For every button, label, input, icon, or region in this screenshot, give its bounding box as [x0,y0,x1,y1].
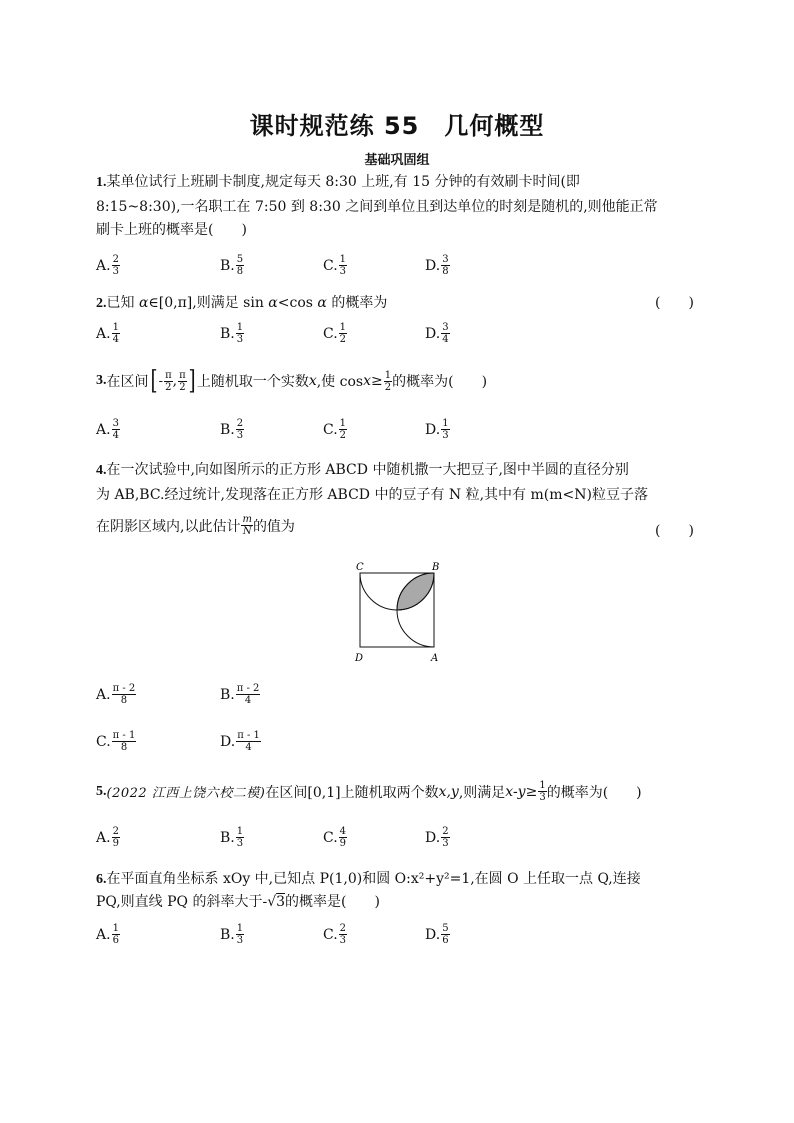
q2-option-d[interactable] [425,322,450,345]
denominator: 3 [236,935,244,946]
denominator: 8 [442,266,449,277]
option-label: B. [220,686,235,703]
denominator: N [242,526,252,537]
fraction [384,370,392,393]
q6-option-d[interactable] [425,923,450,946]
numerator: 3 [112,418,119,429]
text: 在阴影区域内,以此估计 [96,518,241,535]
numerator: 1 [339,418,347,429]
option-label: B. [220,421,235,438]
option-fraction [236,826,244,849]
denominator: 2 [339,334,347,345]
denominator: 8 [120,695,128,706]
question-1-text-1: 某单位试行上班刷卡制度,规定每天 8:30 上班,有 15 分钟的有效刷卡时间(即 [106,174,580,190]
option-fraction [112,683,137,706]
denominator: 2 [339,430,347,441]
numerator: 3 [442,254,449,265]
interval-lower [164,370,173,393]
question-3-number: 3. [96,373,107,388]
q1-option-b[interactable] [220,254,244,277]
denominator: 4 [112,430,119,441]
numerator: π - 2 [112,683,136,694]
numerator: π - 1 [112,730,136,741]
q6-option-a[interactable] [96,923,120,946]
right-bracket: ] [188,366,196,396]
denominator: 3 [339,266,347,277]
denominator: 3 [442,838,449,849]
denominator: 2 [179,381,186,393]
text: 在区间[0,1]上随机取两个数 [265,784,439,801]
option-label: D. [425,421,441,438]
text: <cos [277,295,318,311]
question-4-line-1 [96,459,629,479]
fraction [241,514,252,537]
option-label: B. [220,926,235,943]
numerator: 1 [442,418,449,429]
q4-option-d[interactable] [220,730,261,753]
ge-sign: ≥ [525,783,538,800]
question-1-number: 1. [96,175,107,190]
denominator: 4 [245,742,252,753]
q3-option-c[interactable] [323,418,347,441]
fraction [538,780,546,803]
option-fraction [112,730,137,753]
numerator: 1 [539,780,546,791]
text: 的概率是( ) [285,894,380,910]
sqrt-radicand: 3 [276,894,286,910]
text: ,则满足 [458,784,506,801]
denominator: 3 [236,838,244,849]
shaded-region [397,573,434,610]
option-label: A. [96,926,111,943]
option-fraction [236,923,244,946]
denominator: 3 [112,266,119,277]
question-3-line [96,368,487,394]
option-fraction [441,254,449,277]
denominator: 6 [112,935,119,946]
option-label: C. [323,421,338,438]
q6-option-b[interactable] [220,923,244,946]
text: 的概率为 [326,295,388,311]
var: x [308,373,317,389]
numerator: 1 [236,322,244,333]
text: ,使 cos [316,374,364,390]
option-label: A. [96,829,111,846]
numerator: 1 [384,369,392,381]
numerator: 1 [339,254,347,265]
minus-sign: - [158,373,164,389]
q1-option-a[interactable] [96,254,120,277]
numerator: 2 [442,826,449,837]
text: 的概率为( ) [392,374,488,390]
q4-option-b[interactable] [220,683,260,706]
numerator: 1 [236,826,244,837]
left-bracket: [ [150,366,158,396]
text: 在平面直角坐标系 xOy 中,已知点 P(1,0)和圆 O:x²+y²=1,在圆 O 上任取一点 Q,连接 [106,871,641,887]
numerator: 2 [112,254,119,265]
denominator: 3 [339,935,347,946]
question-1-line-1 [96,171,580,191]
option-label: C. [323,325,338,342]
numerator: 4 [339,826,347,837]
page-title: 课时规范练 55 几何概型 [249,112,545,140]
q5-option-b[interactable] [220,826,244,849]
option-label: C. [323,257,338,274]
option-label: D. [425,325,441,342]
answer-bracket: ( ) [655,523,694,539]
q2-option-a[interactable] [96,322,120,345]
q4-option-c[interactable] [96,730,136,753]
question-6-line-1 [96,868,641,888]
denominator: 2 [384,381,392,393]
option-fraction [236,322,244,345]
numerator: 5 [236,254,244,265]
option-label: A. [96,686,111,703]
option-fraction [339,254,347,277]
option-label: B. [220,829,235,846]
expr: x-y [505,783,526,800]
option-fraction [112,418,120,441]
section-heading: 基础巩固组 [364,153,430,168]
label-b: B [432,562,440,573]
option-fraction [441,826,449,849]
q3-option-a[interactable] [96,418,120,441]
text: PQ,则直线 PQ 的斜率大于- [96,894,268,910]
option-fraction [236,254,244,277]
denominator: 4 [442,334,449,345]
question-6-line-2 [96,891,380,911]
numerator: π - 1 [237,730,260,741]
source-citation: (2022 江西上饶六校二模) [106,786,266,801]
q1-option-d[interactable] [425,254,450,277]
question-6-number: 6. [96,872,107,887]
question-1-line-2: 8:15~8:30),一名职工在 7:50 到 8:30 之间到单位且到达单位的时刻是随机的,则他能正常 [96,199,658,215]
denominator: 8 [236,266,244,277]
text: 在区间 [106,374,149,390]
text: 上随机取一个实数 [196,374,309,390]
question-5-line [96,780,642,803]
label-c: C [356,562,364,573]
var: x [363,373,371,389]
text: 在一次试验中,向如图所示的正方形 ABCD 中随机撒一大把豆子,图中半圆的直径分别 [106,462,629,478]
option-label: A. [96,325,111,342]
numerator: π - 2 [236,683,260,694]
q3-option-d[interactable] [425,418,450,441]
option-fraction [112,322,120,345]
option-fraction [339,826,347,849]
option-label: D. [220,733,236,750]
question-4-number: 4. [96,463,107,478]
question-4-line-3 [96,514,295,537]
option-fraction [236,418,244,441]
question-1-line-3: 刷卡上班的概率是( ) [96,222,247,238]
text: 的值为 [252,518,295,535]
interval-upper [178,370,187,393]
question-5-number: 5. [96,783,107,799]
option-fraction [112,254,120,277]
label-a: A [431,653,439,664]
numerator: 1 [339,322,347,333]
denominator: 2 [165,381,172,393]
option-fraction [236,730,261,753]
denominator: 6 [442,935,449,946]
denominator: 8 [120,742,128,753]
option-fraction [112,923,120,946]
numerator: π [179,369,186,381]
option-label: D. [425,257,441,274]
text: 已知 [106,295,139,311]
option-fraction [236,683,261,706]
denominator: 3 [539,792,546,803]
denominator: 3 [236,430,244,441]
option-label: D. [425,829,441,846]
numerator: 2 [112,826,119,837]
denominator: 3 [442,430,449,441]
q2-option-b[interactable] [220,322,244,345]
text: ∈[0,π],则满足 sin [148,295,269,311]
q6-option-c[interactable] [323,923,347,946]
ge-sign: ≥ [371,373,383,389]
q5-option-c[interactable] [323,826,347,849]
question-2-number: 2. [96,296,107,311]
option-fraction [339,923,347,946]
option-label: B. [220,325,235,342]
option-fraction [441,923,449,946]
denominator: 4 [244,695,252,706]
denominator: 4 [112,334,119,345]
var: α [317,295,327,311]
numerator: m [242,514,252,525]
option-label: C. [96,733,111,750]
var: α [138,295,149,311]
q3-option-b[interactable] [220,418,244,441]
option-fraction [112,826,120,849]
option-label: C. [323,829,338,846]
var: x,y [438,783,459,800]
square-semicircle-figure [352,560,444,668]
option-fraction [339,322,347,345]
denominator: 9 [339,838,347,849]
q2-option-c[interactable] [323,322,347,345]
numerator: 1 [236,923,244,934]
option-fraction [441,322,449,345]
q5-option-a[interactable] [96,826,120,849]
question-4-line-2: 为 AB,BC.经过统计,发现落在正方形 ABCD 中的豆子有 N 粒,其中有 m(m<N)粒豆子落 [96,487,648,503]
numerator: 2 [236,418,244,429]
option-fraction [339,418,347,441]
numerator: 5 [442,923,449,934]
q5-option-d[interactable] [425,826,450,849]
numerator: 3 [442,322,449,333]
answer-bracket: ( ) [655,295,694,311]
option-label: B. [220,257,235,274]
q4-option-a[interactable] [96,683,136,706]
sqrt-sign: √ [267,894,277,910]
comma: , [172,373,178,389]
numerator: 2 [339,923,347,934]
question-2-line [96,292,387,312]
denominator: 3 [236,334,244,345]
option-label: D. [425,926,441,943]
option-label: C. [323,926,338,943]
numerator: 1 [112,923,119,934]
option-fraction [441,418,449,441]
denominator: 9 [112,838,119,849]
option-label: A. [96,257,111,274]
option-label: A. [96,421,111,438]
numerator: π [165,369,172,381]
var: α [268,295,278,311]
label-d: D [355,653,364,664]
q1-option-c[interactable] [323,254,347,277]
text: 的概率为( ) [546,784,642,801]
numerator: 1 [112,322,119,333]
